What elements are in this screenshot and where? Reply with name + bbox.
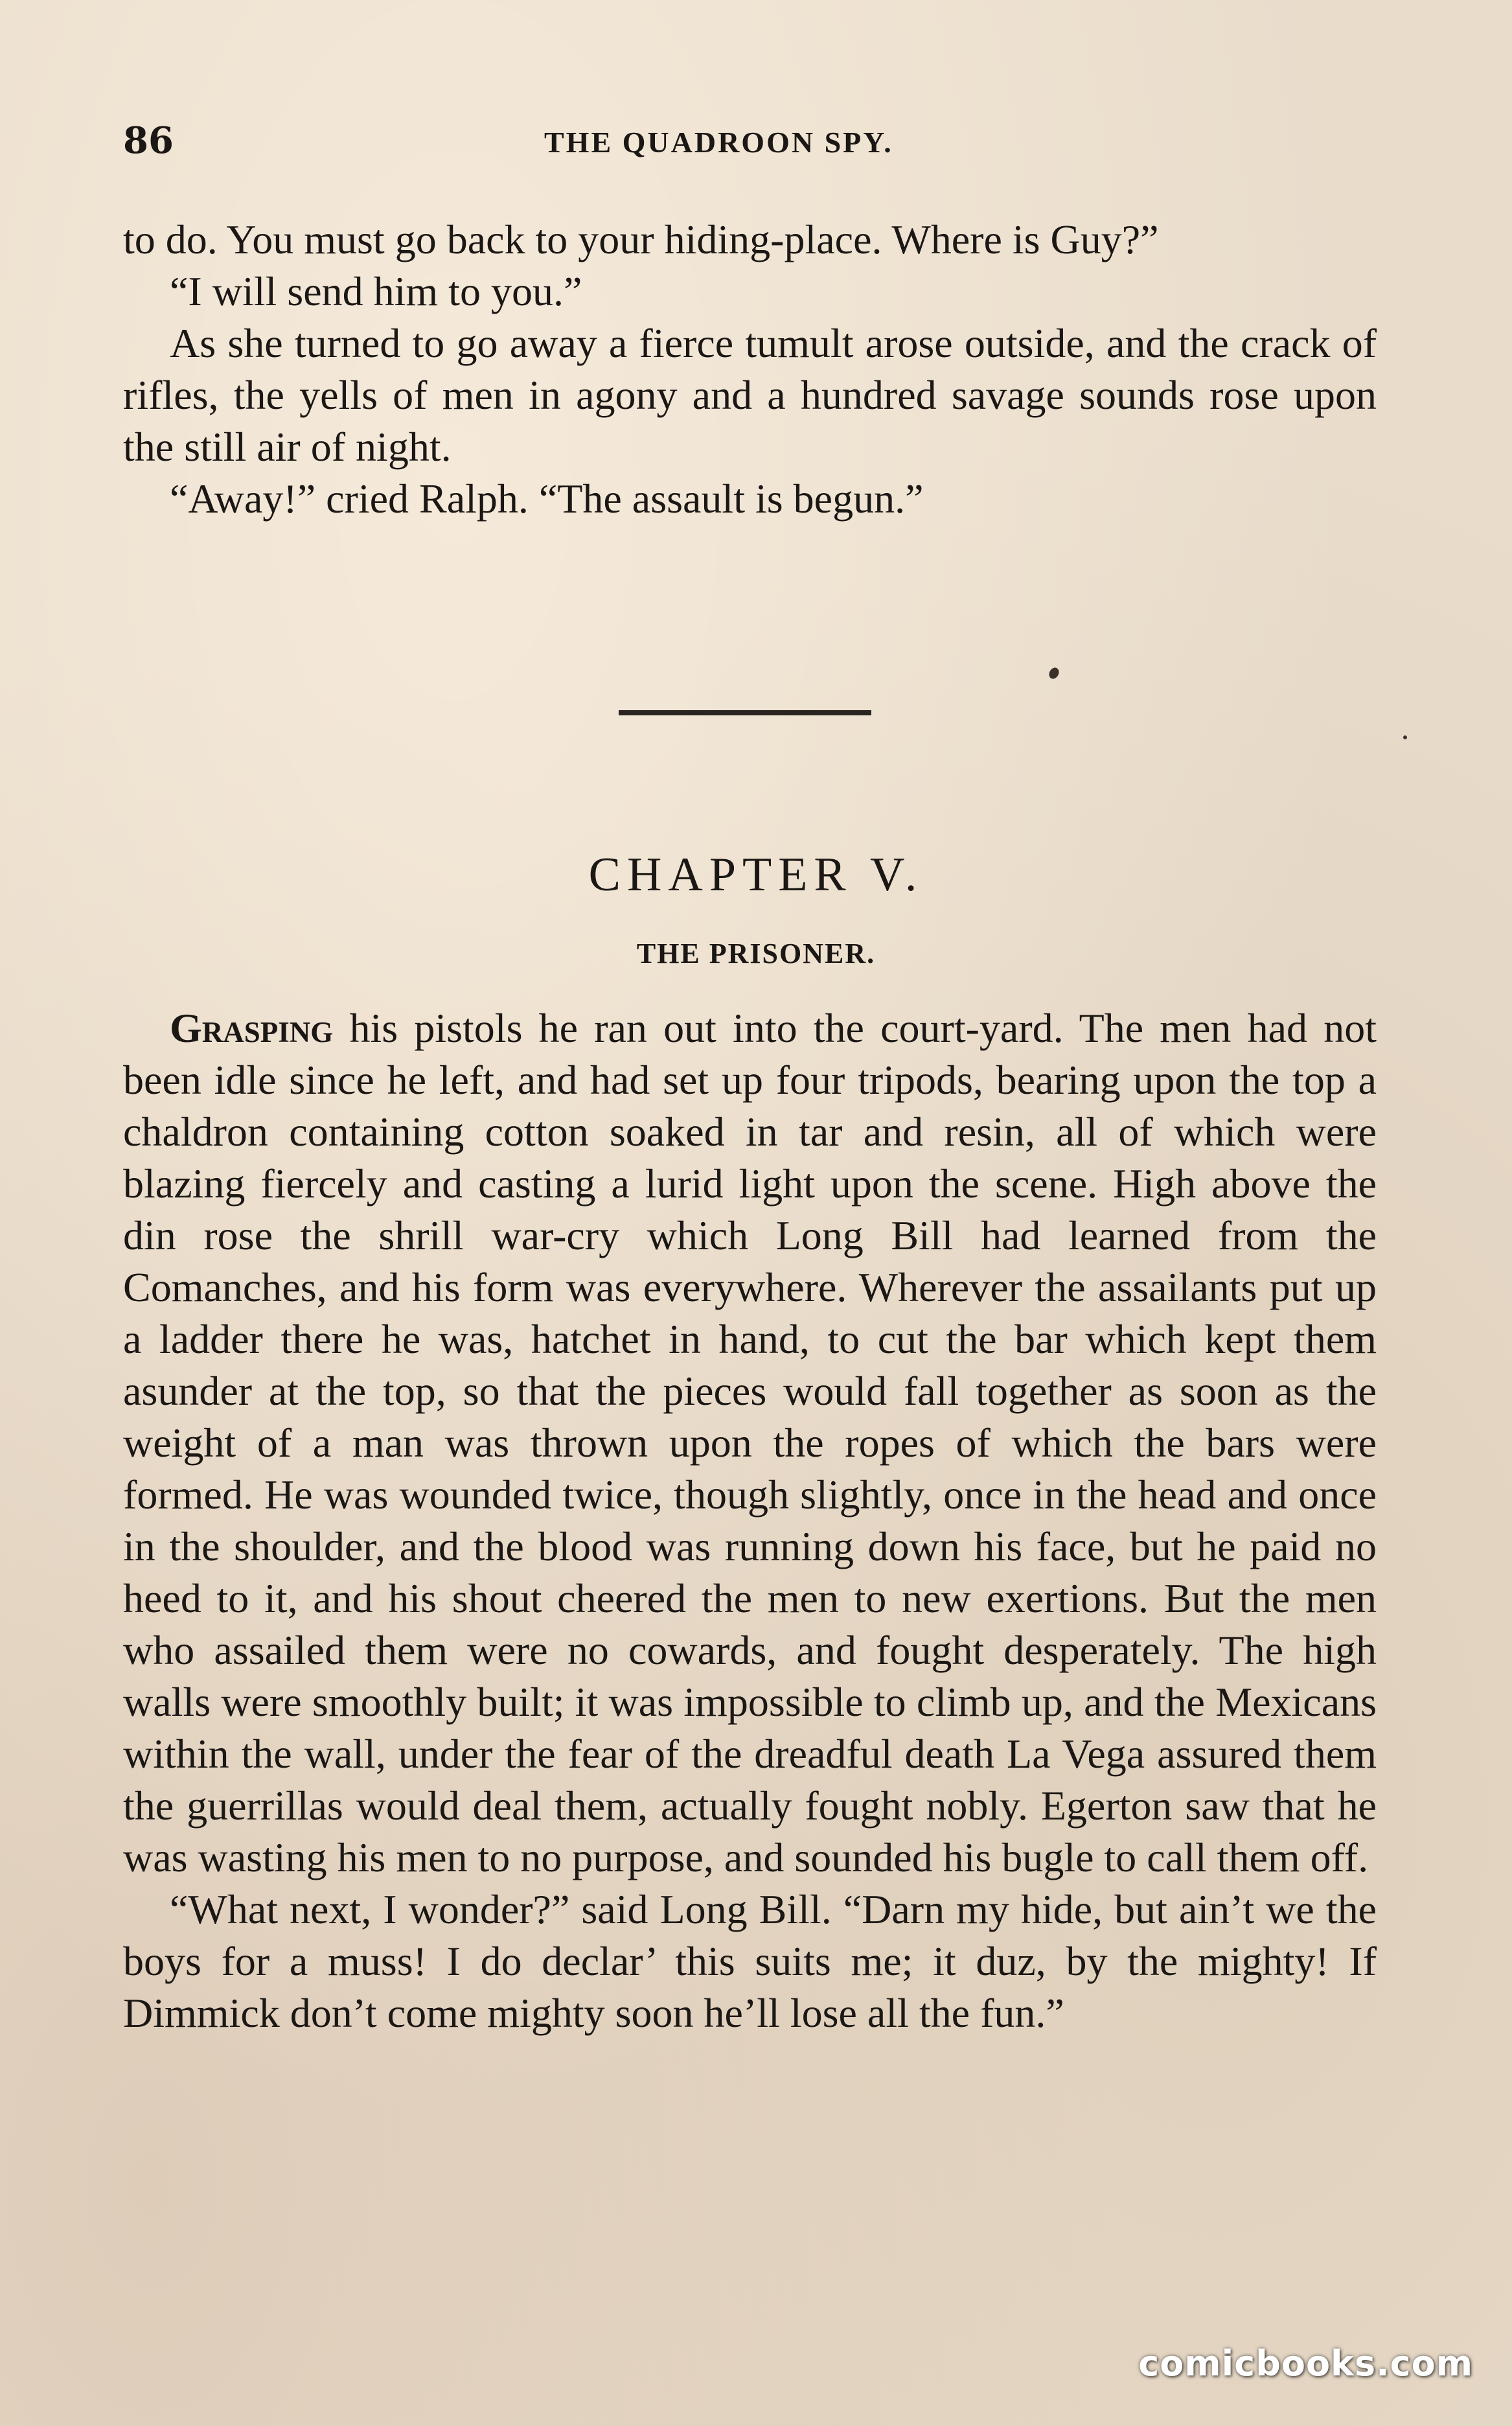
paragraph: “Away!” cried Ralph. “The assault is begun.”	[170, 476, 924, 522]
paragraph: “I will send him to you.”	[170, 268, 582, 314]
chapter-subtitle: THE PRISONER.	[636, 938, 876, 969]
main-text-block	[123, 1002, 1377, 2039]
site-watermark: comicbooks.com	[1138, 2343, 1473, 2384]
paragraph-body: his pistols he ran out into the court-yard. The men had not been idle since he left, and had set up four tripods, bearing upon the top a chaldron containing cotton soaked in tar and resin, all of which were blazing fiercely and casting a lurid light upon the scene. High above the din rose the shrill war-cry which Long Bill had learned from the Comanches, and his form was everywhere. Wherever the assailants put up a ladder there he was, hatchet in hand, to cut the bar which kept them asunder at the top, so that the pieces would fall together as soon as the weight of a man was thrown upon the ropes of which the bars were formed. He was wounded twice, though slightly, once in the head and once in the shoulder, and the blood was running down his face, but he paid no heed to it, and his shout cheered the men to new exertions. But the men who assailed them were no cowards, and fought desperately. The high walls were smoothly built; it was impossible to climb up, and the Mexicans within the wall, under the fear of the dreadful death La Vega assured them the guerrillas would deal them, actually fought nobly. Egerton saw that he was wasting his men to no purpose, and sounded his bugle to call them off.	[123, 1005, 1377, 1880]
top-text-block	[123, 214, 1377, 525]
running-title: THE QUADROON SPY.	[544, 126, 893, 159]
paragraph	[123, 1002, 1377, 1884]
paragraph	[123, 1884, 1377, 2039]
page-number: 86	[123, 119, 174, 162]
ink-speck	[1403, 735, 1407, 739]
paragraph-body: “What next, I wonder?” said Long Bill. “Darn my hide, but ain’t we the boys for a muss! I do declar’ this suits me; it duz, by the mighty! If Dimmick don’t come mighty soon he’ll lose all the fun.”	[123, 1886, 1377, 2036]
ink-speck	[1047, 666, 1060, 681]
chapter-heading: CHAPTER V.	[588, 848, 924, 901]
paragraph-lead-word: Grasping	[170, 1005, 334, 1051]
paragraph: to do. You must go back to your hiding-place. Where is Guy?”	[123, 216, 1159, 262]
running-head	[123, 118, 1377, 163]
paragraph: As she turned to go away a fierce tumult arose outside, and the crack of rifles, the yells of men in agony and a hundred savage sounds rose upon the still air of night.	[123, 320, 1377, 470]
section-divider-rule	[619, 710, 871, 715]
